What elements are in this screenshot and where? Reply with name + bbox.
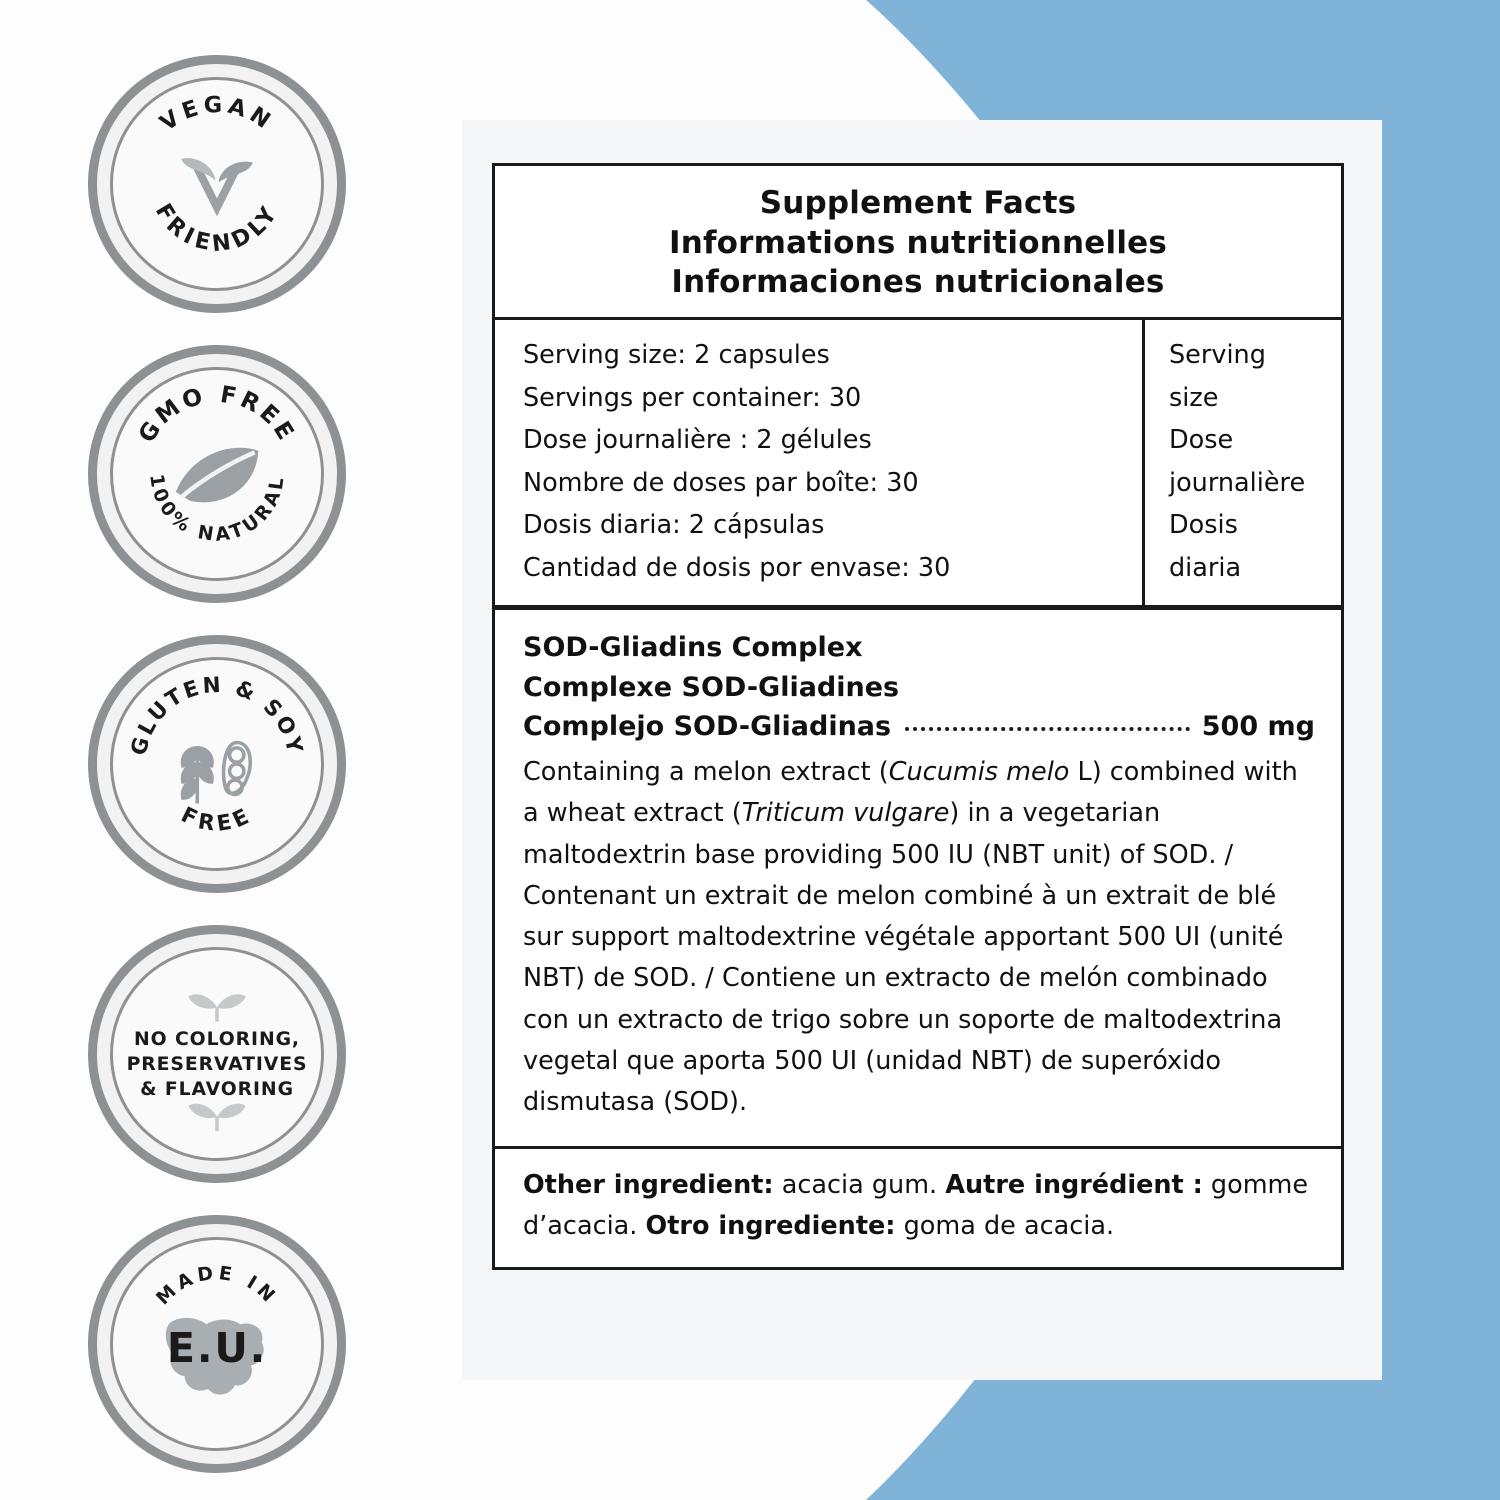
gmo-bottom-text: 100% NATURAL: [145, 472, 289, 546]
no-coloring-badge: [88, 925, 346, 1183]
other-ingredient-label-es: Otro ingrediente:: [645, 1210, 896, 1241]
supplement-facts-title: [495, 166, 1341, 320]
leaves-icon: [188, 994, 245, 1022]
serving-size-es: Dosis diaria: 2 cápsulas: [523, 510, 825, 541]
servings-per-container-fr: Nombre de doses par boîte: 30: [523, 467, 919, 498]
serving-size-fr: Dose journalière : 2 gélules: [523, 425, 872, 456]
title-es: Informaciones nutricionales: [671, 264, 1165, 301]
no-coloring-line-2: PRESERVATIVES: [126, 1054, 308, 1076]
no-coloring-line-1: NO COLORING,: [134, 1029, 300, 1051]
gmo-free-badge-inner: [110, 367, 324, 581]
dot-leader: [905, 727, 1190, 731]
ingredient-name-en: SOD-Gliadins Complex: [523, 632, 863, 664]
ingredient-description-en: Containing a melon extract (Cucumis melo L) combined with a wheat extract (Triticum vulgare) in a vegetarian maltodextrin base providing 500 IU (NBT unit) of SOD. /: [523, 756, 1298, 870]
svg-text:GMO FREE: [133, 381, 301, 448]
other-ingredient-value-fr: gomme d’acacia.: [523, 1169, 1309, 1241]
ingredient-row: [495, 610, 1341, 1148]
serving-header-line-2: size: [1169, 382, 1219, 413]
leaves-icon-bottom: [188, 1104, 245, 1132]
gluten-soy-free-badge: [88, 635, 346, 893]
ingredient-description-es: Contiene un extracto de melón combinado con un extracto de trigo sobre un soporte de maltodextrina vegetal que aporta 500 UI (unidad NBT) de superóxido dismutasa (SOD).: [523, 963, 1283, 1118]
supplement-facts-panel: [492, 163, 1344, 1270]
vegan-top-text: VEGAN: [155, 92, 279, 137]
svg-text:VEGAN: [155, 92, 278, 136]
made-in-eu-badge: [88, 1215, 346, 1473]
other-ingredient-value-es: goma de acacia.: [895, 1210, 1115, 1241]
leaf-icon: [176, 448, 258, 503]
servings-per-container-en: Servings per container: 30: [523, 382, 862, 413]
svg-text:GLUTEN & SOY: [127, 673, 308, 758]
eu-label: E.U.: [166, 1323, 268, 1372]
description-sep: [714, 963, 722, 993]
serving-header-line-4: journalière: [1169, 467, 1306, 498]
gluten-top-text: GLUTEN & SOY: [126, 672, 308, 758]
gluten-bottom-text: FREE: [177, 802, 257, 838]
wheat-soy-icon: [183, 742, 251, 803]
ingredient-amount: 500 mg: [1201, 710, 1315, 742]
title-en: Supplement Facts: [759, 185, 1077, 221]
latin-name-wheat: Triticum vulgare: [741, 798, 950, 829]
certification-badges: [88, 55, 358, 1473]
made-in-text: MADE IN: [152, 1262, 282, 1310]
ingredient-name-es: Complejo SOD-Gliadinas: [523, 710, 892, 742]
no-coloring-line-3: & FLAVORING: [140, 1079, 294, 1101]
made-in-eu-badge-inner: [110, 1237, 324, 1451]
gluten-soy-free-badge-inner: [110, 657, 324, 871]
vegan-friendly-badge-inner: [110, 77, 324, 291]
serving-header-line-1: Serving: [1169, 340, 1266, 371]
other-ingredient-label-en: Other ingredient:: [523, 1169, 774, 1200]
other-ingredient-value-en: acacia gum.: [773, 1169, 946, 1200]
serving-header-line-3: Dose: [1169, 425, 1234, 456]
serving-header-line-6: diaria: [1169, 552, 1242, 583]
serving-size-en: Serving size: 2 capsules: [523, 340, 830, 371]
ingredient-description: [523, 752, 1315, 1124]
no-coloring-badge-inner: [110, 947, 324, 1161]
title-fr: Informations nutritionnelles: [668, 224, 1168, 261]
other-ingredients-row: [495, 1149, 1341, 1268]
servings-per-container-es: Cantidad de dosis por envase: 30: [523, 552, 951, 583]
ingredient-amount-row: [523, 707, 1315, 746]
other-ingredient-label-fr: Autre ingrédient :: [945, 1169, 1203, 1200]
serving-header-line-5: Dosis: [1169, 510, 1238, 541]
ingredient-name-fr: Complexe SOD-Gliadines: [523, 671, 900, 703]
ingredient-description-fr: Contenant un extrait de melon combiné à un extrait de blé sur support maltodextrine végétale apportant 500 UI (unité NBT) de SOD. /: [523, 880, 1284, 994]
svg-text:FREE: [177, 803, 257, 838]
leaf-sprout-icon: [181, 158, 253, 216]
gmo-top-text: GMO FREE: [133, 380, 301, 448]
vegan-friendly-badge: [88, 55, 346, 313]
gmo-free-badge: [88, 345, 346, 603]
vegan-bottom-text: FRIENDLY: [149, 199, 285, 258]
svg-text:MADE IN: [153, 1263, 282, 1310]
latin-name-melon: Cucumis melo: [888, 756, 1070, 787]
serving-column-header: [1145, 320, 1341, 605]
serving-information: [495, 320, 1341, 610]
serving-details: [495, 320, 1145, 605]
